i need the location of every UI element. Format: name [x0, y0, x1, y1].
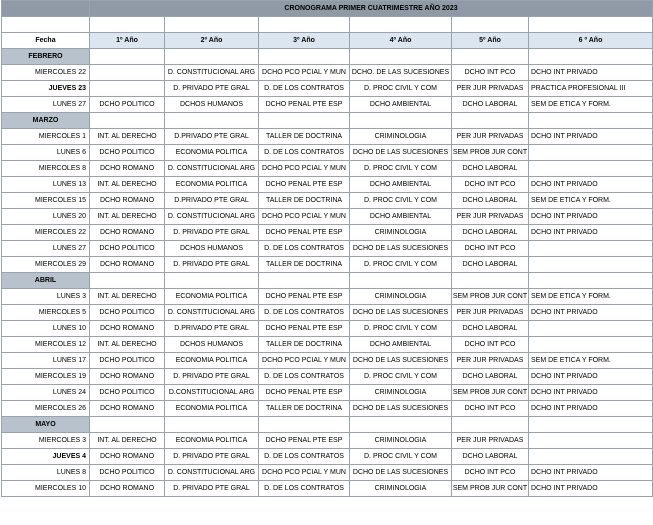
date-cell: MIERCOLES 22: [2, 225, 90, 241]
subject-cell-year-3: D. DE LOS CONTRATOS: [259, 305, 350, 321]
date-cell: MIERCOLES 1: [2, 129, 90, 145]
schedule-sheet: [1, 0, 652, 497]
date-cell: JUEVES 4: [2, 449, 90, 465]
subject-cell-year-3: D. DE LOS CONTRATOS: [259, 241, 350, 257]
schedule-table: [1, 0, 653, 497]
subject-cell-year-5: DCHO INT PCO: [452, 401, 529, 417]
subject-cell-year-2: ECONOMIA POLITICA: [165, 433, 259, 449]
table-row: [2, 177, 653, 193]
month-label: MARZO: [2, 113, 90, 129]
table-row: [2, 145, 653, 161]
subject-cell-year-2: D.PRIVADO PTE GRAL: [165, 321, 259, 337]
subject-cell-year-4: DCHO DE LAS SUCESIONES: [350, 401, 452, 417]
table-row: [2, 241, 653, 257]
subject-cell-year-2: DCHOS HUMANOS: [165, 97, 259, 113]
empty-cell: [452, 49, 529, 65]
subject-cell-year-2: D.PRIVADO PTE GRAL: [165, 193, 259, 209]
subject-cell-year-1: DCHO POLITICO: [90, 145, 165, 161]
empty-cell: [529, 113, 653, 129]
subject-cell-year-4: CRIMINOLOGIA: [350, 385, 452, 401]
subject-cell-year-1: INT. AL DERECHO: [90, 209, 165, 225]
date-cell: LUNES 17: [2, 353, 90, 369]
date-cell: MIERCOLES 22: [2, 65, 90, 81]
table-row: [2, 193, 653, 209]
subject-cell-year-4: CRIMINOLOGIA: [350, 433, 452, 449]
date-cell: JUEVES 23: [2, 81, 90, 97]
title-spacer-cell: [2, 1, 90, 17]
empty-cell: [259, 49, 350, 65]
table-row: [2, 401, 653, 417]
subject-cell-year-1: DCHO POLITICO: [90, 465, 165, 481]
subject-cell-year-1: INT. AL DERECHO: [90, 289, 165, 305]
month-row: [2, 113, 653, 129]
subject-cell-year-2: D. CONSTITUCIONAL ARG: [165, 465, 259, 481]
empty-cell: [259, 273, 350, 289]
month-row: [2, 273, 653, 289]
subject-cell-year-6: DCHO INT PRIVADO: [529, 129, 653, 145]
table-row: [2, 129, 653, 145]
empty-cell: [529, 49, 653, 65]
subject-cell-year-3: DCHO PENAL PTE ESP: [259, 385, 350, 401]
date-cell: LUNES 20: [2, 209, 90, 225]
date-cell: MIERCOLES 5: [2, 305, 90, 321]
title-row: [2, 1, 653, 17]
subject-cell-year-1: DCHO POLITICO: [90, 97, 165, 113]
header-year-2: 2º Año: [165, 33, 259, 49]
table-row: [2, 209, 653, 225]
subject-cell-year-1: INT. AL DERECHO: [90, 177, 165, 193]
date-cell: LUNES 27: [2, 241, 90, 257]
subject-cell-year-6: DCHO INT PRIVADO: [529, 305, 653, 321]
subject-cell-year-5: DCHO LABORAL: [452, 161, 529, 177]
table-row: [2, 465, 653, 481]
subject-cell-year-1: DCHO POLITICO: [90, 353, 165, 369]
subject-cell-year-5: DCHO INT PCO: [452, 337, 529, 353]
subject-cell-year-5: DCHO LABORAL: [452, 321, 529, 337]
subject-cell-year-2: ECONOMIA POLITICA: [165, 289, 259, 305]
subject-cell-year-5: DCHO LABORAL: [452, 193, 529, 209]
subject-cell-year-4: DCHO DE LAS SUCESIONES: [350, 145, 452, 161]
subject-cell-year-4: DCHO DE LAS SUCESIONES: [350, 305, 452, 321]
subject-cell-year-4: D. PROC CIVIL Y COM: [350, 449, 452, 465]
subject-cell-year-4: D. PROC CIVIL Y COM: [350, 193, 452, 209]
subject-cell-year-3: TALLER DE DOCTRINA: [259, 257, 350, 273]
subject-cell-year-1: [90, 65, 165, 81]
subject-cell-year-4: DCHO DE LAS SUCESIONES: [350, 465, 452, 481]
month-row: [2, 49, 653, 65]
empty-cell: [165, 273, 259, 289]
date-cell: LUNES 24: [2, 385, 90, 401]
header-year-5: 5º Año: [452, 33, 529, 49]
subject-cell-year-3: D. DE LOS CONTRATOS: [259, 145, 350, 161]
subject-cell-year-2: D. CONSTITUCIONAL ARG: [165, 161, 259, 177]
table-row: [2, 161, 653, 177]
table-row: [2, 385, 653, 401]
subject-cell-year-6: DCHO INT PRIVADO: [529, 209, 653, 225]
subject-cell-year-2: D. PRIVADO PTE GRAL: [165, 225, 259, 241]
date-cell: MIERCOLES 19: [2, 369, 90, 385]
date-cell: LUNES 8: [2, 465, 90, 481]
subject-cell-year-5: PER JUR PRIVADAS: [452, 353, 529, 369]
subject-cell-year-6: DCHO INT PRIVADO: [529, 225, 653, 241]
empty-cell: [259, 417, 350, 433]
subject-cell-year-1: DCHO POLITICO: [90, 241, 165, 257]
subject-cell-year-3: DCHO PENAL PTE ESP: [259, 289, 350, 305]
header-year-3: 3º Año: [259, 33, 350, 49]
subject-cell-year-3: TALLER DE DOCTRINA: [259, 193, 350, 209]
subject-cell-year-4: D. PROC CIVIL Y COM: [350, 321, 452, 337]
subject-cell-year-3: DCHO PENAL PTE ESP: [259, 433, 350, 449]
subject-cell-year-6: DCHO INT PRIVADO: [529, 177, 653, 193]
table-row: [2, 353, 653, 369]
month-label: MAYO: [2, 417, 90, 433]
table-row: [2, 449, 653, 465]
table-row: [2, 305, 653, 321]
table-row: [2, 433, 653, 449]
empty-cell: [90, 49, 165, 65]
subject-cell-year-4: D. PROC CIVIL Y COM: [350, 257, 452, 273]
subject-cell-year-4: D. PROC CIVIL Y COM: [350, 81, 452, 97]
subject-cell-year-3: DCHO PENAL PTE ESP: [259, 225, 350, 241]
table-row: [2, 97, 653, 113]
subject-cell-year-6: [529, 337, 653, 353]
subject-cell-year-2: ECONOMIA POLITICA: [165, 353, 259, 369]
header-year-4: 4º Año: [350, 33, 452, 49]
subject-cell-year-2: D. PRIVADO PTE GRAL: [165, 257, 259, 273]
subject-cell-year-1: DCHO POLITICO: [90, 385, 165, 401]
subject-cell-year-2: ECONOMIA POLITICA: [165, 145, 259, 161]
subject-cell-year-5: PER JUR PRIVADAS: [452, 209, 529, 225]
subject-cell-year-5: DCHO LABORAL: [452, 369, 529, 385]
table-row: [2, 257, 653, 273]
subject-cell-year-6: PRACTICA PROFESIONAL III: [529, 81, 653, 97]
table-row: [2, 289, 653, 305]
subject-cell-year-2: D. PRIVADO PTE GRAL: [165, 369, 259, 385]
subject-cell-year-5: PER JUR PRIVADAS: [452, 81, 529, 97]
empty-cell: [165, 113, 259, 129]
month-label: ABRIL: [2, 273, 90, 289]
date-cell: MIERCOLES 8: [2, 161, 90, 177]
date-cell: MIERCOLES 29: [2, 257, 90, 273]
header-year-6: 6 º Año: [529, 33, 653, 49]
subject-cell-year-4: D. PROC CIVIL Y COM: [350, 369, 452, 385]
subject-cell-year-2: D. CONSTITUCIONAL ARG: [165, 305, 259, 321]
subject-cell-year-6: [529, 433, 653, 449]
subject-cell-year-1: INT. AL DERECHO: [90, 129, 165, 145]
empty-cell: [452, 113, 529, 129]
date-cell: LUNES 10: [2, 321, 90, 337]
date-cell: MIERCOLES 3: [2, 433, 90, 449]
subject-cell-year-6: SEM DE ETICA Y FORM.: [529, 353, 653, 369]
subject-cell-year-1: DCHO ROMANO: [90, 401, 165, 417]
subject-cell-year-3: TALLER DE DOCTRINA: [259, 337, 350, 353]
subject-cell-year-6: DCHO INT PRIVADO: [529, 401, 653, 417]
subject-cell-year-1: DCHO ROMANO: [90, 481, 165, 497]
empty-cell: [529, 273, 653, 289]
subject-cell-year-2: ECONOMIA POLITICA: [165, 401, 259, 417]
subject-cell-year-3: DCHO PENAL PTE ESP: [259, 321, 350, 337]
month-label: FEBRERO: [2, 49, 90, 65]
subject-cell-year-5: SEM PROB JUR CONT: [452, 289, 529, 305]
subject-cell-year-3: TALLER DE DOCTRINA: [259, 401, 350, 417]
blank-row: [2, 17, 653, 33]
subject-cell-year-5: DCHO INT PCO: [452, 465, 529, 481]
subject-cell-year-6: [529, 161, 653, 177]
date-cell: LUNES 6: [2, 145, 90, 161]
subject-cell-year-5: DCHO LABORAL: [452, 449, 529, 465]
empty-cell: [350, 49, 452, 65]
subject-cell-year-4: DCHO DE LAS SUCESIONES: [350, 241, 452, 257]
subject-cell-year-5: DCHO INT PCO: [452, 177, 529, 193]
page-title: CRONOGRAMA PRIMER CUATRIMESTRE AÑO 2023: [90, 1, 653, 17]
date-cell: MIERCOLES 26: [2, 401, 90, 417]
subject-cell-year-4: CRIMINOLOGIA: [350, 129, 452, 145]
table-row: [2, 369, 653, 385]
subject-cell-year-3: D. DE LOS CONTRATOS: [259, 369, 350, 385]
subject-cell-year-6: DCHO INT PRIVADO: [529, 465, 653, 481]
empty-cell: [452, 273, 529, 289]
empty-cell: [529, 417, 653, 433]
table-row: [2, 481, 653, 497]
date-cell: MIERCOLES 12: [2, 337, 90, 353]
empty-cell: [90, 273, 165, 289]
empty-cell: [350, 417, 452, 433]
empty-cell: [90, 113, 165, 129]
subject-cell-year-3: D. DE LOS CONTRATOS: [259, 481, 350, 497]
subject-cell-year-5: SEM PROB JUR CONT: [452, 145, 529, 161]
subject-cell-year-3: DCHO PCO PCIAL Y MUN: [259, 465, 350, 481]
subject-cell-year-6: DCHO INT PRIVADO: [529, 369, 653, 385]
empty-cell: [165, 49, 259, 65]
subject-cell-year-2: D. PRIVADO PTE GRAL: [165, 81, 259, 97]
subject-cell-year-5: SEM PROB JUR CONT: [452, 481, 529, 497]
subject-cell-year-4: DCHO AMBIENTAL: [350, 337, 452, 353]
subject-cell-year-6: [529, 321, 653, 337]
subject-cell-year-6: DCHO INT PRIVADO: [529, 65, 653, 81]
table-row: [2, 225, 653, 241]
subject-cell-year-1: DCHO ROMANO: [90, 449, 165, 465]
subject-cell-year-2: D.CONSTITUCIONAL ARG: [165, 385, 259, 401]
subject-cell-year-3: D. DE LOS CONTRATOS: [259, 81, 350, 97]
date-cell: MIERCOLES 15: [2, 193, 90, 209]
header-year-1: 1º Año: [90, 33, 165, 49]
column-header-row: [2, 33, 653, 49]
subject-cell-year-1: INT. AL DERECHO: [90, 433, 165, 449]
subject-cell-year-1: INT. AL DERECHO: [90, 337, 165, 353]
subject-cell-year-2: DCHOS HUMANOS: [165, 241, 259, 257]
subject-cell-year-3: DCHO PCO PCIAL Y MUN: [259, 65, 350, 81]
subject-cell-year-1: DCHO ROMANO: [90, 257, 165, 273]
subject-cell-year-1: DCHO ROMANO: [90, 321, 165, 337]
subject-cell-year-5: PER JUR PRIVADAS: [452, 129, 529, 145]
subject-cell-year-5: SEM PROB JUR CONT: [452, 385, 529, 401]
subject-cell-year-1: DCHO ROMANO: [90, 193, 165, 209]
subject-cell-year-1: DCHO ROMANO: [90, 369, 165, 385]
subject-cell-year-5: DCHO LABORAL: [452, 257, 529, 273]
empty-cell: [452, 417, 529, 433]
table-row: [2, 337, 653, 353]
subject-cell-year-2: DCHOS HUMANOS: [165, 337, 259, 353]
subject-cell-year-6: SEM DE ETICA Y FORM.: [529, 289, 653, 305]
subject-cell-year-2: D. CONSTITUCIONAL ARG: [165, 65, 259, 81]
empty-cell: [350, 273, 452, 289]
subject-cell-year-1: DCHO ROMANO: [90, 225, 165, 241]
subject-cell-year-6: SEM DE ETICA Y FORM.: [529, 193, 653, 209]
subject-cell-year-4: DCHO AMBIENTAL: [350, 177, 452, 193]
month-row: [2, 417, 653, 433]
empty-cell: [90, 417, 165, 433]
subject-cell-year-4: DCHO AMBIENTAL: [350, 97, 452, 113]
subject-cell-year-2: D. CONSTITUCIONAL ARG: [165, 209, 259, 225]
subject-cell-year-1: DCHO POLITICO: [90, 305, 165, 321]
subject-cell-year-4: DCHO. DE LAS SUCESIONES: [350, 65, 452, 81]
subject-cell-year-3: TALLER DE DOCTRINA: [259, 129, 350, 145]
date-cell: LUNES 3: [2, 289, 90, 305]
date-cell: LUNES 27: [2, 97, 90, 113]
subject-cell-year-5: DCHO INT PCO: [452, 241, 529, 257]
subject-cell-year-3: DCHO PENAL PTE ESP: [259, 97, 350, 113]
date-cell: LUNES 13: [2, 177, 90, 193]
subject-cell-year-3: D. DE LOS CONTRATOS: [259, 449, 350, 465]
subject-cell-year-2: D. PRIVADO PTE GRAL: [165, 481, 259, 497]
subject-cell-year-6: [529, 257, 653, 273]
date-cell: MIERCOLES 10: [2, 481, 90, 497]
subject-cell-year-3: DCHO PCO PCIAL Y MUN: [259, 209, 350, 225]
subject-cell-year-2: D.PRIVADO PTE GRAL: [165, 129, 259, 145]
subject-cell-year-6: DCHO INT PRIVADO: [529, 385, 653, 401]
subject-cell-year-6: [529, 449, 653, 465]
subject-cell-year-5: DCHO LABORAL: [452, 97, 529, 113]
subject-cell-year-6: [529, 241, 653, 257]
subject-cell-year-4: D. PROC CIVIL Y COM: [350, 161, 452, 177]
header-fecha: Fecha: [2, 33, 90, 49]
subject-cell-year-3: DCHO PCO PCIAL Y MUN: [259, 161, 350, 177]
subject-cell-year-5: PER JUR PRIVADAS: [452, 305, 529, 321]
subject-cell-year-2: ECONOMIA POLITICA: [165, 177, 259, 193]
subject-cell-year-5: PER JUR PRIVADAS: [452, 433, 529, 449]
subject-cell-year-4: DCHO DE LAS SUCESIONES: [350, 353, 452, 369]
subject-cell-year-6: DCHO INT PRIVADO: [529, 481, 653, 497]
subject-cell-year-6: SEM DE ETICA Y FORM.: [529, 97, 653, 113]
subject-cell-year-3: DCHO PCO PCIAL Y MUN: [259, 353, 350, 369]
table-row: [2, 65, 653, 81]
subject-cell-year-4: CRIMINOLOGIA: [350, 289, 452, 305]
subject-cell-year-6: [529, 145, 653, 161]
subject-cell-year-1: [90, 81, 165, 97]
empty-cell: [350, 113, 452, 129]
subject-cell-year-3: DCHO PENAL PTE ESP: [259, 177, 350, 193]
subject-cell-year-5: DCHO INT PCO: [452, 65, 529, 81]
table-row: [2, 81, 653, 97]
table-row: [2, 321, 653, 337]
empty-cell: [165, 417, 259, 433]
subject-cell-year-5: DCHO LABORAL: [452, 225, 529, 241]
empty-cell: [259, 113, 350, 129]
subject-cell-year-1: DCHO ROMANO: [90, 161, 165, 177]
subject-cell-year-4: DCHO AMBIENTAL: [350, 209, 452, 225]
subject-cell-year-4: CRIMINOLOGIA: [350, 481, 452, 497]
subject-cell-year-4: CRIMINOLOGIA: [350, 225, 452, 241]
subject-cell-year-2: D. PRIVADO PTE GRAL: [165, 449, 259, 465]
